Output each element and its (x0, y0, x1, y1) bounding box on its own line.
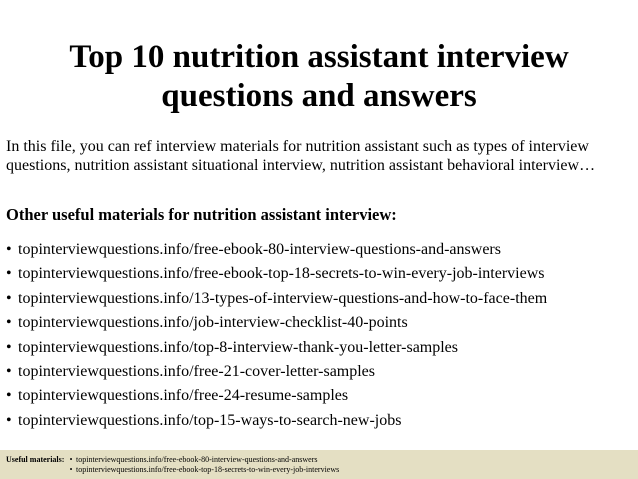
bullet-icon: • (69, 455, 73, 464)
material-link[interactable]: topinterviewquestions.info/top-8-interview-thank-you-letter-samples (18, 338, 459, 356)
list-item (6, 384, 632, 408)
material-link[interactable]: topinterviewquestions.info/job-interview-checklist-40-points (18, 314, 408, 332)
material-link[interactable]: topinterviewquestions.info/free-ebook-top-18-secrets-to-win-every-job-interviews (18, 265, 545, 283)
list-item (66, 465, 339, 475)
material-link[interactable]: topinterviewquestions.info/top-15-ways-to-search-new-jobs (18, 411, 402, 429)
footer-link[interactable]: topinterviewquestions.info/free-ebook-80-interview-questions-and-answers (76, 455, 318, 464)
materials-subheading: Other useful materials for nutrition assistant interview: (6, 205, 397, 224)
bullet-icon: • (6, 241, 12, 258)
bullet-icon: • (6, 265, 12, 283)
bullet-icon: • (69, 465, 73, 474)
material-link[interactable]: topinterviewquestions.info/13-types-of-interview-questions-and-how-to-face-them (18, 289, 548, 307)
material-link[interactable]: topinterviewquestions.info/free-ebook-80-interview-questions-and-answers (18, 241, 501, 258)
list-item (6, 336, 632, 360)
bullet-icon: • (6, 387, 12, 405)
footer-bar (0, 450, 638, 479)
list-item (6, 409, 632, 433)
material-link[interactable]: topinterviewquestions.info/free-24-resume-samples (18, 387, 349, 405)
list-item (6, 360, 632, 384)
list-item (6, 311, 632, 335)
list-item (6, 262, 632, 286)
page-title: Top 10 nutrition assistant interview questions and answers (69, 39, 569, 114)
material-link[interactable]: topinterviewquestions.info/free-21-cover-letter-samples (18, 363, 376, 381)
bullet-icon: • (6, 338, 12, 356)
bullet-icon: • (6, 363, 12, 381)
footer-label: Useful materials: (6, 455, 65, 464)
bullet-icon: • (6, 289, 12, 307)
bullet-icon: • (6, 411, 12, 429)
list-item (6, 287, 632, 311)
bullet-icon: • (6, 314, 12, 332)
footer-links (66, 455, 339, 475)
list-item (6, 238, 632, 262)
materials-list (6, 238, 632, 433)
intro-paragraph: In this file, you can ref interview materials for nutrition assistant such as types of interview questions, nutrition assistant situational interview, nutrition assistant behavioral interview… (6, 138, 596, 174)
list-item (66, 455, 339, 465)
footer-link[interactable]: topinterviewquestions.info/free-ebook-top-18-secrets-to-win-every-job-interviews (76, 465, 340, 474)
